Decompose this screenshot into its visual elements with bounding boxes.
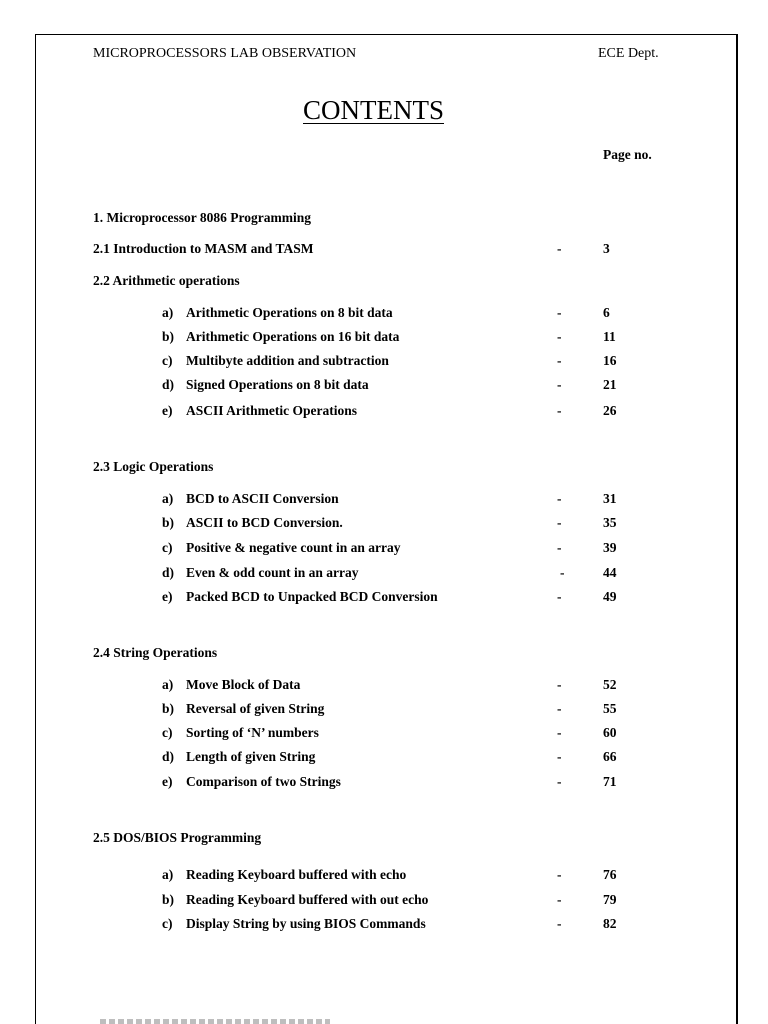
list-item-page: 11 [603, 329, 616, 344]
list-item-text: ASCII to BCD Conversion. [186, 515, 343, 530]
section-2-2-title: 2.2 Arithmetic operations [93, 273, 240, 288]
list-item-text: Multibyte addition and subtraction [186, 353, 389, 368]
list-item-dash: - [557, 403, 562, 418]
list-item-dash: - [557, 725, 562, 740]
list-item-dash: - [557, 774, 562, 789]
list-item-page: 66 [603, 749, 617, 764]
header-left: MICROPROCESSORS LAB OBSERVATION [93, 46, 357, 61]
page-no-label: Page no. [603, 147, 652, 162]
list-item-page: 76 [603, 867, 617, 882]
list-item-letter: c) [162, 540, 173, 555]
list-item-text: Display String by using BIOS Commands [186, 916, 426, 931]
section-2-4-title: 2.4 String Operations [93, 645, 218, 660]
section-2-5-title: 2.5 DOS/BIOS Programming [93, 830, 262, 845]
list-item-letter: d) [162, 377, 175, 392]
list-item-letter: b) [162, 892, 175, 907]
list-item-page: 21 [603, 377, 617, 392]
list-item-letter: d) [162, 749, 175, 764]
list-item-dash: - [557, 491, 562, 506]
section-2-1-dash: - [557, 241, 562, 256]
list-item-dash: - [557, 515, 562, 530]
list-item-letter: b) [162, 329, 175, 344]
list-item-dash: - [557, 749, 562, 764]
list-item-dash: - [560, 565, 565, 580]
list-item-letter: a) [162, 491, 174, 506]
footer-cutoff-text [100, 1019, 330, 1024]
list-item-letter: b) [162, 701, 175, 716]
list-item-letter: e) [162, 774, 173, 789]
list-item-text: Even & odd count in an array [186, 565, 359, 580]
list-item-text: Arithmetic Operations on 8 bit data [186, 305, 393, 320]
list-item-letter: a) [162, 677, 174, 692]
list-item-text: BCD to ASCII Conversion [186, 491, 339, 506]
list-item-text: Reading Keyboard buffered with out echo [186, 892, 429, 907]
list-item-text: Move Block of Data [186, 677, 301, 692]
section-2-1-title: 2.1 Introduction to MASM and TASM [93, 241, 314, 256]
list-item-text: Packed BCD to Unpacked BCD Conversion [186, 589, 438, 604]
list-item-dash: - [557, 677, 562, 692]
list-item-letter: a) [162, 305, 174, 320]
list-item-letter: c) [162, 916, 173, 931]
list-item-page: 31 [603, 491, 617, 506]
section-2-1-page: 3 [603, 241, 610, 256]
list-item-page: 35 [603, 515, 617, 530]
list-item-letter: d) [162, 565, 175, 580]
list-item-dash: - [557, 867, 562, 882]
list-item-dash: - [557, 589, 562, 604]
list-item-text: Sorting of ‘N’ numbers [186, 725, 319, 740]
list-item-letter: b) [162, 515, 175, 530]
list-item-page: 16 [603, 353, 617, 368]
list-item-dash: - [557, 353, 562, 368]
list-item-text: ASCII Arithmetic Operations [186, 403, 357, 418]
list-item-text: Reversal of given String [186, 701, 325, 716]
list-item-text: Arithmetic Operations on 16 bit data [186, 329, 400, 344]
list-item-dash: - [557, 701, 562, 716]
list-item-text: Reading Keyboard buffered with echo [186, 867, 407, 882]
list-item-dash: - [557, 892, 562, 907]
list-item-dash: - [557, 305, 562, 320]
list-item-dash: - [557, 540, 562, 555]
list-item-page: 44 [603, 565, 617, 580]
list-item-page: 52 [603, 677, 617, 692]
list-item-text: Positive & negative count in an array [186, 540, 401, 555]
list-item-dash: - [557, 377, 562, 392]
list-item-page: 49 [603, 589, 617, 604]
list-item-page: 82 [603, 916, 617, 931]
list-item-page: 26 [603, 403, 617, 418]
list-item-letter: e) [162, 403, 173, 418]
list-item-text: Comparison of two Strings [186, 774, 341, 789]
list-item-text: Signed Operations on 8 bit data [186, 377, 369, 392]
list-item-page: 71 [603, 774, 617, 789]
list-item-page: 39 [603, 540, 617, 555]
section-2-3-title: 2.3 Logic Operations [93, 459, 214, 474]
list-item-letter: a) [162, 867, 174, 882]
list-item-page: 60 [603, 725, 617, 740]
list-item-letter: c) [162, 725, 173, 740]
list-item-page: 79 [603, 892, 617, 907]
list-item-page: 55 [603, 701, 617, 716]
header-right: ECE Dept. [598, 46, 659, 61]
section-1-title: 1. Microprocessor 8086 Programming [93, 210, 311, 225]
list-item-text: Length of given String [186, 749, 316, 764]
list-item-page: 6 [603, 305, 610, 320]
list-item-letter: c) [162, 353, 173, 368]
list-item-dash: - [557, 329, 562, 344]
page-title: CONTENTS [303, 95, 444, 125]
list-item-letter: e) [162, 589, 173, 604]
list-item-dash: - [557, 916, 562, 931]
